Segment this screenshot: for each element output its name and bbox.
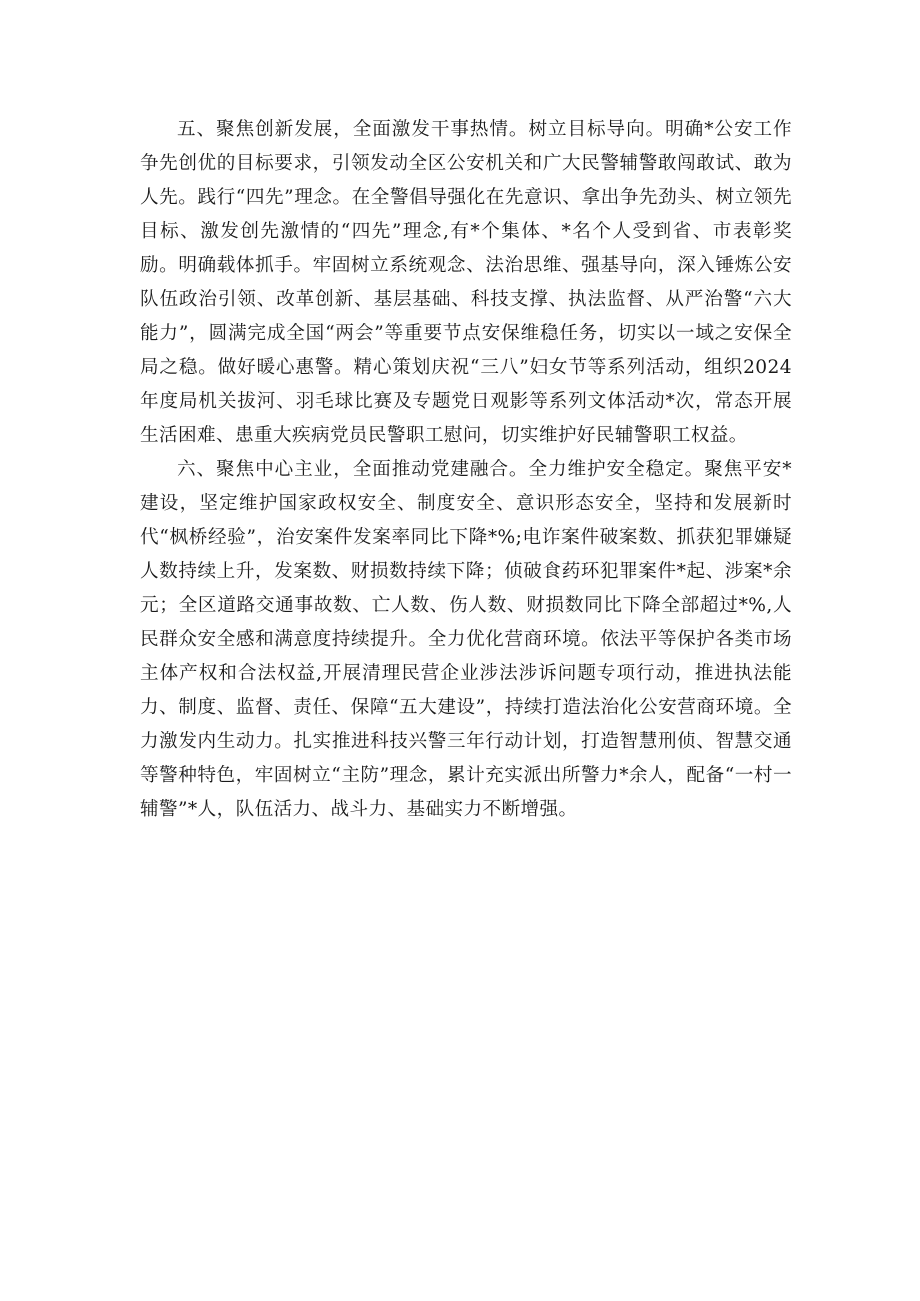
paragraph-six: 六、聚焦中心主业，全面推动党建融合。全力维护安全稳定。聚焦平安*建设，坚定维护国家政权安全、制度安全、意识形态安全，坚持和发展新时代“枫桥经验”，治安案件发案率同比下降*%;电诈案件破案数、抓获犯罪嫌疑人数持续上升，发案数、财损数持续下降；侦破食药环犯罪案件*起、涉案*余元；全区道路交通事故数、亡人数、伤人数、财损数同比下降全部超过*%,人民群众安全感和满意度持续提升。全力优化营商环境。依法平等保护各类市场主体产权和合法权益,开展清理民营企业涉法涉诉问题专项行动，推进执法能力、制度、监督、责任、保障“五大建设”，持续打造法治化公安营商环境。全力激发内生动力。扎实推进科技兴警三年行动计划，打造智慧刑侦、智慧交通等警种特色，牢固树立“主防”理念，累计充实派出所警力*余人，配备“一村一辅警”*人，队伍活力、战斗力、基础实力不断增强。 bbox=[140, 459, 792, 820]
paragraph-five: 五、聚焦创新发展，全面激发干事热情。树立目标导向。明确*公安工作争先创优的目标要求，引领发动全区公安机关和广大民警辅警敢闯敢试、敢为人先。践行“四先”理念。在全警倡导强化在先意识、拿出争先劲头、树立领先目标、激发创先激情的“四先”理念,有*个集体、*名个人受到省、市表彰奖励。明确载体抓手。牢固树立系统观念、法治思维、强基导向，深入锤炼公安队伍政治引领、改革创新、基层基础、科技支撑、执法监督、从严治警“六大能力”，圆满完成全国“两会”等重要节点安保维稳任务，切实以一域之安保全局之稳。做好暖心惠警。精心策划庆祝“三八”妇女节等系列活动，组织2024年度局机关拔河、羽毛球比赛及专题党日观影等系列文体活动*次，常态开展生活困难、患重大疾病党员民警职工慰问，切实维护好民辅警职工权益。 bbox=[140, 119, 792, 446]
document-body bbox=[140, 113, 792, 827]
